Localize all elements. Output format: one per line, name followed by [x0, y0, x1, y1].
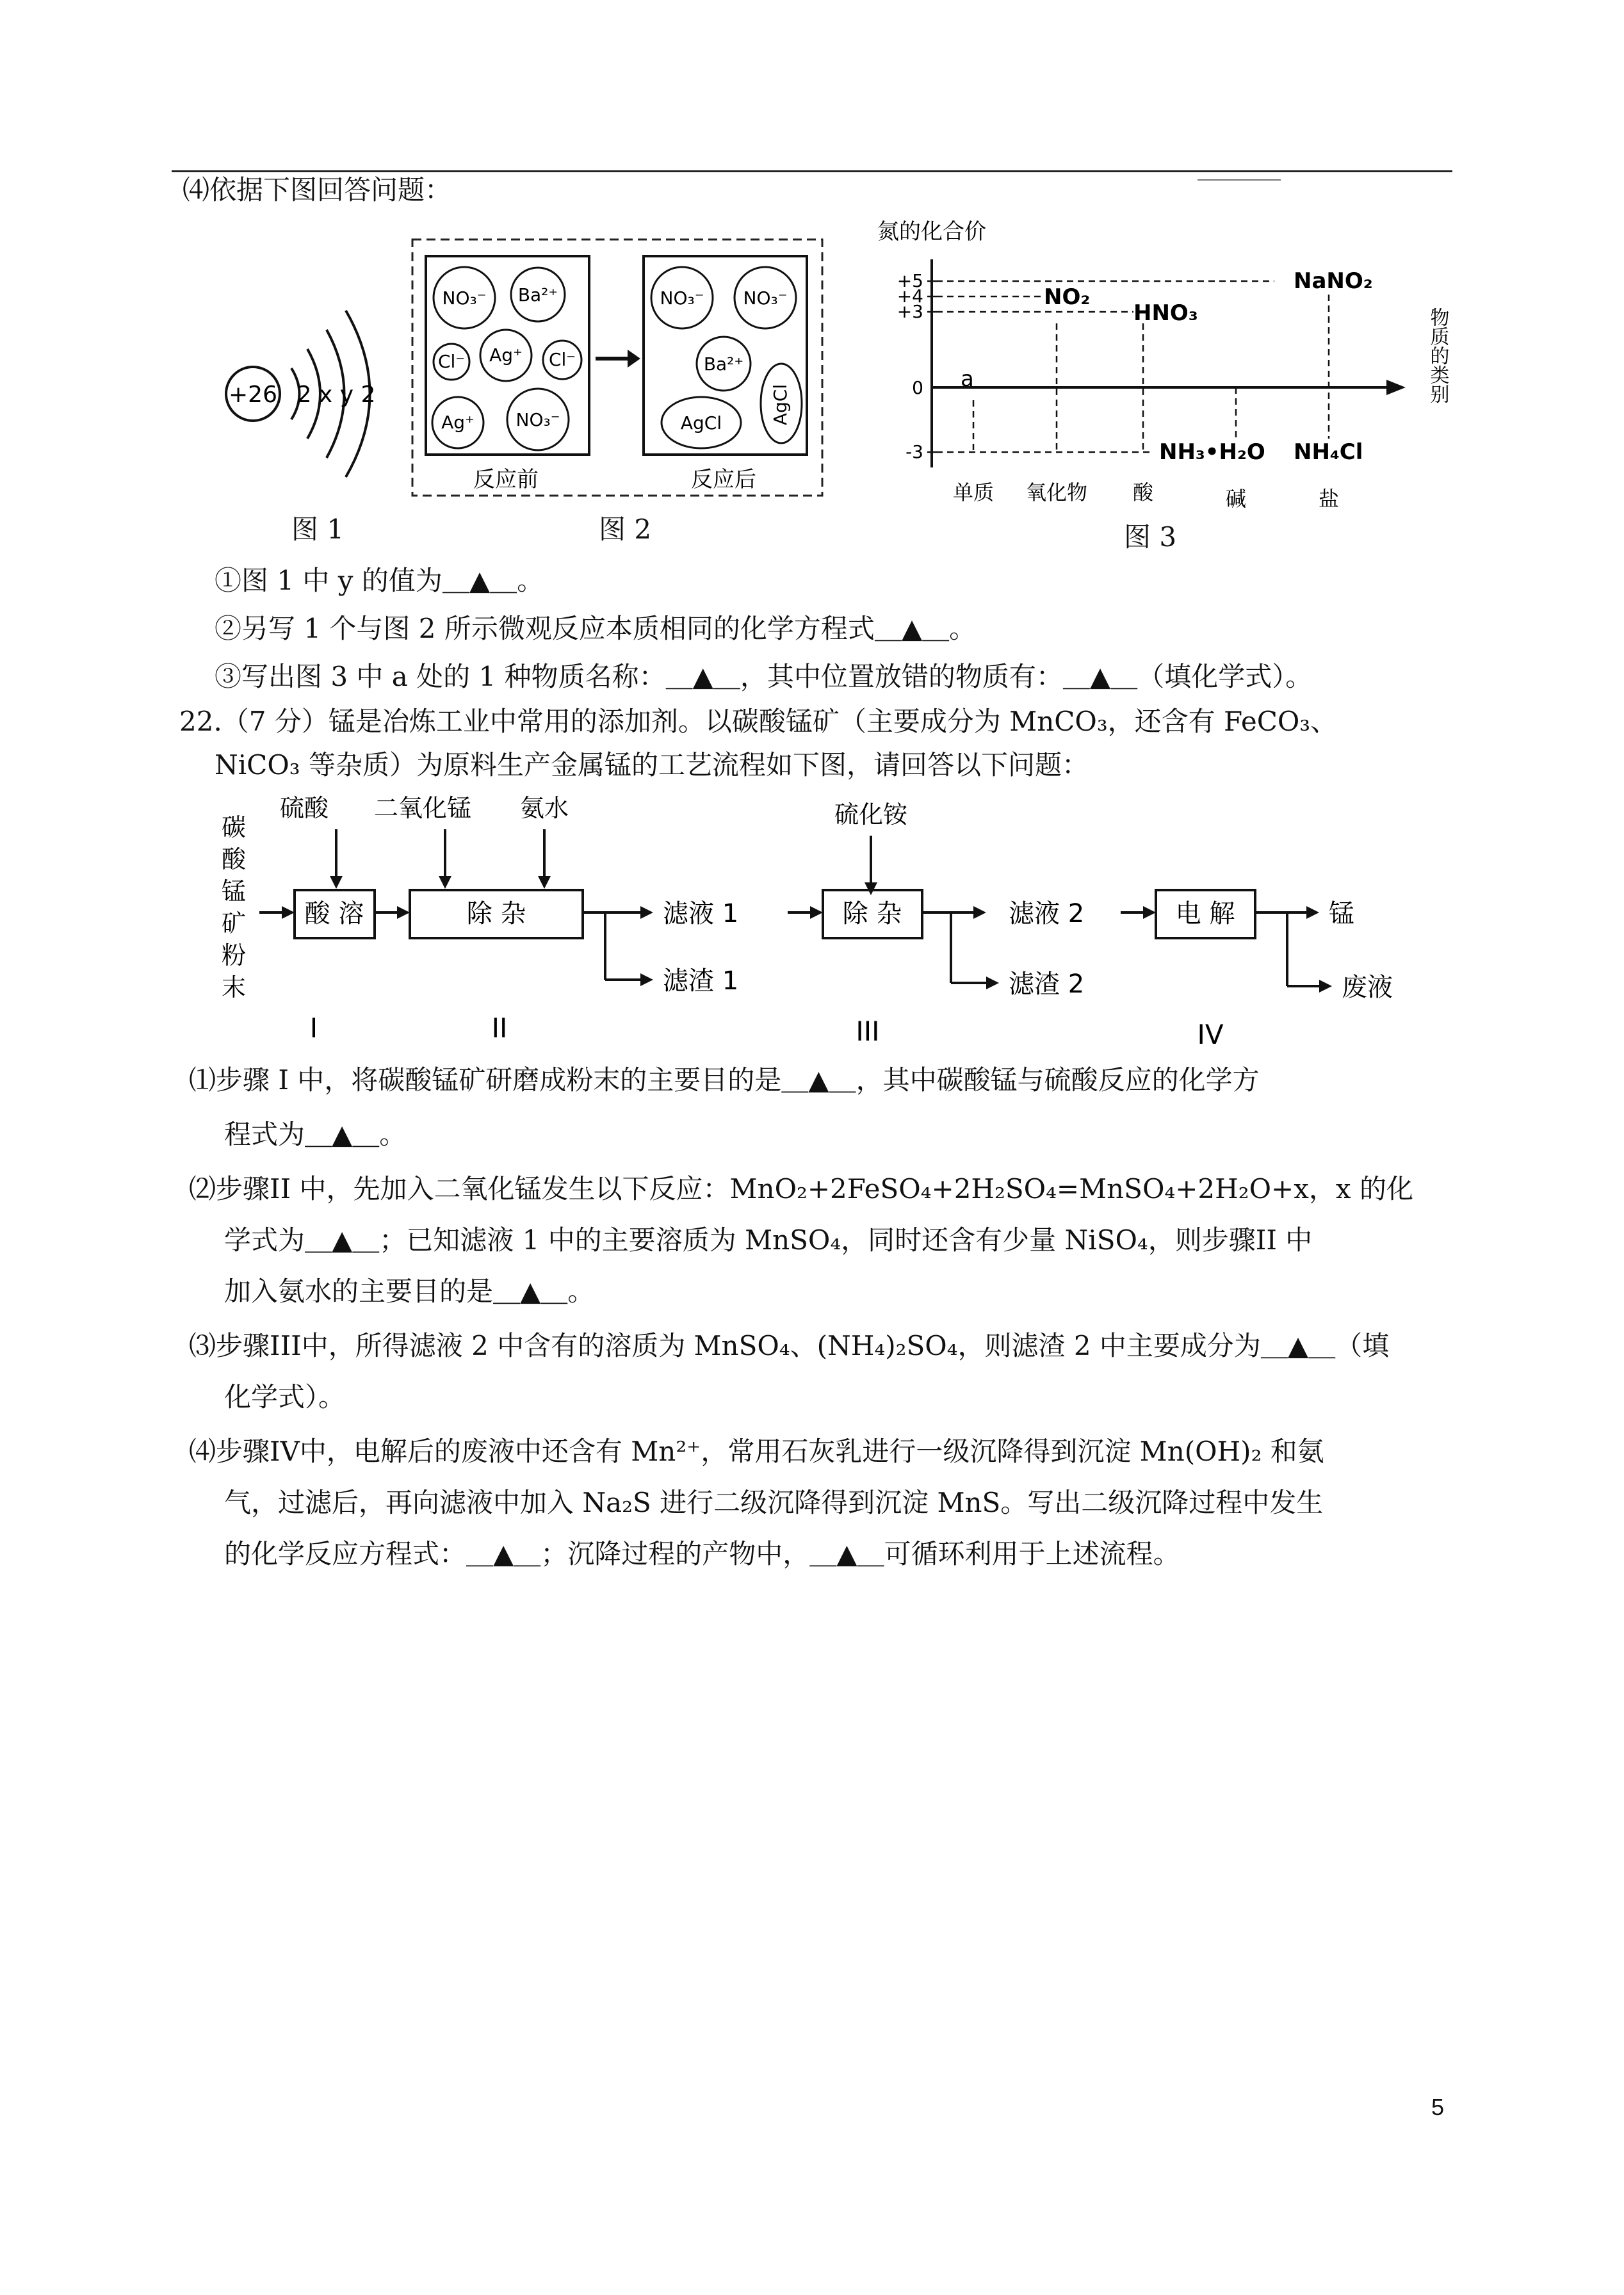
- box-electrolysis-label: 电 解: [1175, 899, 1235, 929]
- x-axis-title: 物质的类别: [1426, 307, 1449, 403]
- point-a: a: [961, 366, 974, 392]
- point-no2: NO₂: [1044, 284, 1091, 310]
- ion-before-2-label: Ba²⁺: [517, 284, 558, 305]
- header-mark: [1198, 179, 1281, 181]
- q4-subquestion-2: ②另写 1 个与图 2 所示微观反应本质相同的化学方程式＿▲＿。: [215, 613, 977, 644]
- ion-after-1-label: NO₃⁻: [660, 288, 704, 309]
- raw-char-2: 酸: [221, 845, 247, 873]
- q22-part4-line-2: 气，过滤后，再向滤液中加入 Na₂S 进行二级沉降得到沉淀 MnS。写出二级沉降过程中发生: [224, 1487, 1324, 1518]
- figure-3-caption: 图 3: [1124, 521, 1177, 553]
- figure-1-atom-diagram: [211, 282, 423, 519]
- page-number: 5: [1431, 2094, 1445, 2120]
- filtrate-1: 滤液 1: [663, 899, 739, 929]
- q22-intro-line-1: 22.（7 分）锰是冶炼工业中常用的添加剂。以碳酸锰矿（主要成分为 MnCO₃，还含有 FeCO₃、: [179, 706, 1338, 737]
- ytick-plus3: +3: [897, 301, 923, 322]
- step-1: I: [309, 1012, 318, 1044]
- step-3: III: [856, 1016, 880, 1047]
- ytick-plus4: +4: [897, 286, 923, 307]
- ion-after-2-label: NO₃⁻: [743, 288, 788, 309]
- q22-intro-line-2: NiCO₃ 等杂质）为原料生产金属锰的工艺流程如下图，请回答以下问题：: [215, 749, 1089, 781]
- box-acid-dissolve-label: 酸 溶: [304, 899, 364, 929]
- ytick-plus5: +5: [897, 270, 923, 291]
- precipitate-1-label: AgCl: [680, 412, 722, 434]
- step-4: IV: [1197, 1019, 1224, 1050]
- process-flow-diagram: [205, 788, 1447, 1057]
- q22-part4-line-3: 的化学反应方程式：＿▲＿；沉降过程的产物中，＿▲＿可循环利用于上述流程。: [224, 1538, 1180, 1569]
- ytick-minus3: -3: [905, 441, 923, 462]
- raw-char-5: 粉: [221, 941, 247, 969]
- q22-part1-line-1: ⑴步骤 I 中，将碳酸锰矿研磨成粉末的主要目的是＿▲＿，其中碳酸锰与硫酸反应的化学方: [189, 1064, 1260, 1096]
- point-nano2: NaNO₂: [1294, 268, 1373, 294]
- raw-char-4: 矿: [221, 909, 247, 937]
- shell-electrons: 2 x y 2: [296, 382, 376, 408]
- filtrate-2: 滤液 2: [1009, 899, 1085, 929]
- q22-part4-line-1: ⑷步骤IV中，电解后的废液中还含有 Mn²⁺，常用石灰乳进行一级沉降得到沉淀 Mn(OH)₂ 和氨: [189, 1436, 1324, 1467]
- box-impurity-removal-2-label: 除 杂: [842, 899, 902, 929]
- raw-char-1: 碳: [221, 813, 247, 841]
- ion-before-4-label: Ag⁺: [489, 345, 523, 366]
- reagent-ammonia: 氨水: [519, 794, 569, 822]
- reagent-ammonium-sulfide: 硫化铵: [834, 800, 908, 829]
- product-manganese: 锰: [1329, 899, 1354, 929]
- q22-part2-line-2: 学式为＿▲＿；已知滤液 1 中的主要溶质为 MnSO₄，同时还含有少量 NiSO₄，则步骤II 中: [224, 1224, 1313, 1256]
- ion-before-3-label: Cl⁻: [437, 351, 466, 372]
- after-label: 反应后: [691, 467, 756, 492]
- residue-2: 滤渣 2: [1009, 969, 1085, 999]
- step-2: II: [491, 1012, 508, 1044]
- point-hno3: HNO₃: [1133, 300, 1198, 326]
- figure-3-valence-chart: [877, 208, 1454, 515]
- point-nh4cl: NH₄Cl: [1294, 439, 1363, 465]
- reagent-mno2: 二氧化锰: [373, 794, 472, 822]
- header-rule: [172, 170, 1452, 172]
- reaction-arrowhead: [628, 350, 640, 368]
- figure-1-caption: 图 1: [291, 514, 345, 545]
- q22-part2-line-1: ⑵步骤II 中，先加入二氧化锰发生以下反应：MnO₂+2FeSO₄+2H₂SO₄=MnSO₄+2H₂O+x，x 的化: [189, 1173, 1413, 1204]
- category-salt: 盐: [1318, 487, 1340, 511]
- q22-part3-line-1: ⑶步骤III中，所得滤液 2 中含有的溶质为 MnSO₄、(NH₄)₂SO₄，则滤渣 2 中主要成分为＿▲＿（填: [189, 1330, 1390, 1361]
- ion-after-3-label: Ba²⁺: [703, 353, 744, 375]
- y-axis-title: 氮的化合价: [877, 219, 986, 245]
- q4-heading: ⑷依据下图回答问题：: [183, 174, 452, 206]
- box-impurity-removal-1-label: 除 杂: [466, 899, 526, 929]
- before-label: 反应前: [473, 467, 539, 492]
- category-elemental: 单质: [952, 480, 995, 505]
- precipitate-2-label: AgCl: [770, 384, 791, 426]
- q4-subquestion-1: ①图 1 中 y 的值为＿▲＿。: [215, 565, 544, 596]
- x-axis-arrowhead: [1386, 380, 1406, 395]
- raw-char-6: 末: [221, 973, 247, 1002]
- category-base: 碱: [1225, 487, 1247, 511]
- outer-dashed-frame: [412, 239, 822, 496]
- category-oxide: 氧化物: [1025, 480, 1088, 505]
- figure-2-reaction-diagram: [410, 237, 832, 506]
- q22-part1-line-2: 程式为＿▲＿。: [224, 1119, 407, 1150]
- ion-before-6-label: Ag⁺: [441, 412, 475, 433]
- point-nh3h2o: NH₃•H₂O: [1159, 439, 1265, 465]
- figure-2-caption: 图 2: [599, 514, 652, 545]
- q4-subquestion-3: ③写出图 3 中 a 处的 1 种物质名称：＿▲＿，其中位置放错的物质有：＿▲＿（填化学式）。: [215, 661, 1313, 692]
- ion-before-1-label: NO₃⁻: [442, 288, 487, 309]
- q22-part2-line-3: 加入氨水的主要目的是＿▲＿。: [224, 1276, 595, 1307]
- raw-char-3: 锰: [221, 877, 247, 905]
- waste-liquid: 废液: [1342, 973, 1393, 1002]
- category-acid: 酸: [1132, 480, 1154, 505]
- ytick-zero: 0: [912, 377, 923, 398]
- q22-part3-line-2: 化学式）。: [224, 1381, 346, 1413]
- reagent-sulfuric-acid: 硫酸: [279, 794, 329, 822]
- residue-1: 滤渣 1: [663, 966, 739, 996]
- ion-before-7-label: NO₃⁻: [516, 409, 560, 430]
- nucleus-charge: +26: [229, 382, 277, 408]
- ion-before-5-label: Cl⁻: [548, 349, 576, 370]
